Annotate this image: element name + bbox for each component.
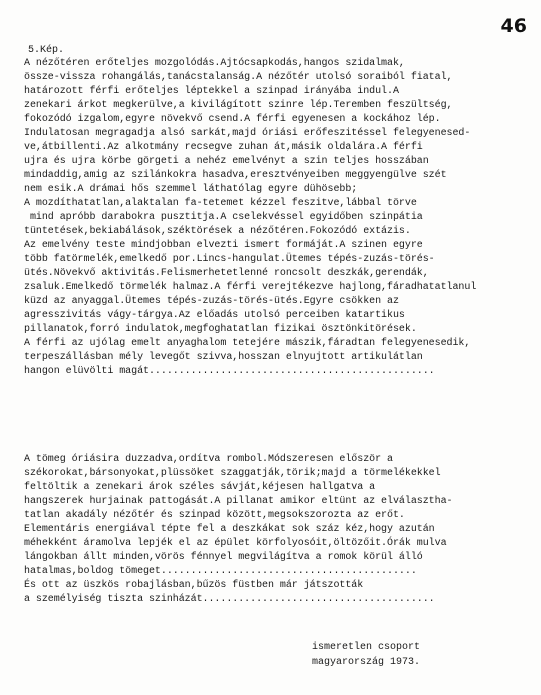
text-line: méhekként áramolva lepjék el az épület körfolyosóit,öltözőit.Órák mulva	[24, 538, 447, 549]
text-line: Az emelvény teste mindjobban elvezti ismert formáját.A szinen egyre	[24, 240, 423, 251]
text-line: össze-vissza rohangálás,tanácstalanság.A nézőtér utolsó soraiból fiatal,	[24, 72, 453, 83]
text-line: A tömeg óriásira duzzadva,ordítva rombol.Módszeresen először a	[24, 454, 393, 465]
text-line: mind apróbb darabokra pusztitja.A cselekvéssel egyidőben szinpátia	[24, 212, 423, 223]
text-line: nem esik.A drámai hős szemmel láthatólag egyre dühösebb;	[24, 184, 358, 195]
text-line: ujra és ujra körbe görgeti a nehéz emelvényt a szin teljes hosszában	[24, 156, 429, 167]
text-line: tüntetések,bekiabálások,széktörések a nézőtéren.Fokozódó extázis.	[24, 226, 411, 237]
text-line: agresszivitás vágy-tárgya.Az előadás utolsó perceiben katartikus	[24, 310, 405, 321]
text-line: küzd az anyaggal.Ütemes tépés-zuzás-törés-ütés.Egyre csökken az	[24, 296, 399, 307]
text-line: feltöltik a zenekari árok széles sávját,kéjesen hallgatva a	[24, 482, 376, 493]
text-line: több fatörmelék,emelkedő por.Lincs-hangulat.Ütemes tépés-zuzás-törés-	[24, 254, 435, 265]
text-line: Indulatosan megragadja alsó sarkát,majd óriási erőfeszitéssel felegyenesed-	[24, 128, 471, 139]
page-number: 46	[500, 15, 527, 37]
text-line: zsaluk.Emelkedő törmelék halmaz.A férfi verejtékezve hajlong,fáradhatatlanul	[24, 282, 477, 293]
text-line: A mozdíthatatlan,alaktalan fa-tetemet kézzel feszitve,lábbal törve	[24, 198, 417, 209]
text-line: A férfi az ujólag emelt anyaghalom tetejére mászik,fáradtan felegyenesedik,	[24, 338, 471, 349]
text-line: A nézőtéren erőteljes mozgolódás.Ajtócsapkodás,hangos szidalmak,	[24, 58, 405, 69]
text-line: fokozódó izgalom,egyre növekvő csend.A férfi egyenesen a kockához lép.	[24, 114, 441, 125]
text-line: hangon elüvölti magát................................................	[24, 366, 435, 377]
text-line: székorokat,bársonyokat,plüssöket szaggatják,törik;majd a törmelékekkel	[24, 468, 441, 479]
text-line: a személyiség tiszta szinházát.......................................	[24, 594, 435, 605]
signature-place-date: magyarország 1973.	[312, 657, 421, 668]
signature-block	[312, 641, 420, 671]
text-line: mindaddig,amig az szilánkokra hasadva,eresztvényeiben meggyengülve szét	[24, 170, 447, 181]
text-line: Elementáris energiával tépte fel a deszkákat sok száz kéz,hogy azután	[24, 524, 435, 535]
signature-author: ismeretlen csoport	[312, 642, 421, 653]
text-line: És ott az üszkös robajlásban,bűzös füstben már játszották	[24, 580, 364, 591]
text-line: hangszerek hurjainak pattogását.A pillanat amikor eltünt az elválasztha-	[24, 496, 453, 507]
text-line: pillanatok,forró indulatok,megfoghatatlan fizikai ösztönkitörések.	[24, 324, 417, 335]
text-line: lángokban állt minden,vörös fénnyel megvilágítva a romok körül álló	[24, 552, 423, 563]
text-line: terpeszállásban mély levegőt szivva,hosszan elnyujtott artikulátlan	[24, 352, 423, 363]
text-line: zenekari árkot megkerülve,a kivilágított szinre lép.Teremben feszültség,	[24, 100, 453, 111]
paragraph-2	[24, 453, 534, 607]
paragraph-1	[24, 57, 534, 379]
scene-heading: 5.Kép.	[28, 45, 65, 56]
text-line: tatlan akadály nézőtér és szinpad között,megsokszorozta az erőt.	[24, 510, 405, 521]
text-line: ve,átbillenti.Az alkotmány recsegve zuhan át,másik oldalára.A férfi	[24, 142, 423, 153]
text-line: határozott férfi erőteljes léptekkel a szinpad irányába indul.A	[24, 86, 399, 97]
text-line: ütés.Növekvő aktivitás.Felismerhetetlenné roncsolt deszkák,gerendák,	[24, 268, 429, 279]
text-line: hatalmas,boldog tömeget...........................................	[24, 566, 417, 577]
